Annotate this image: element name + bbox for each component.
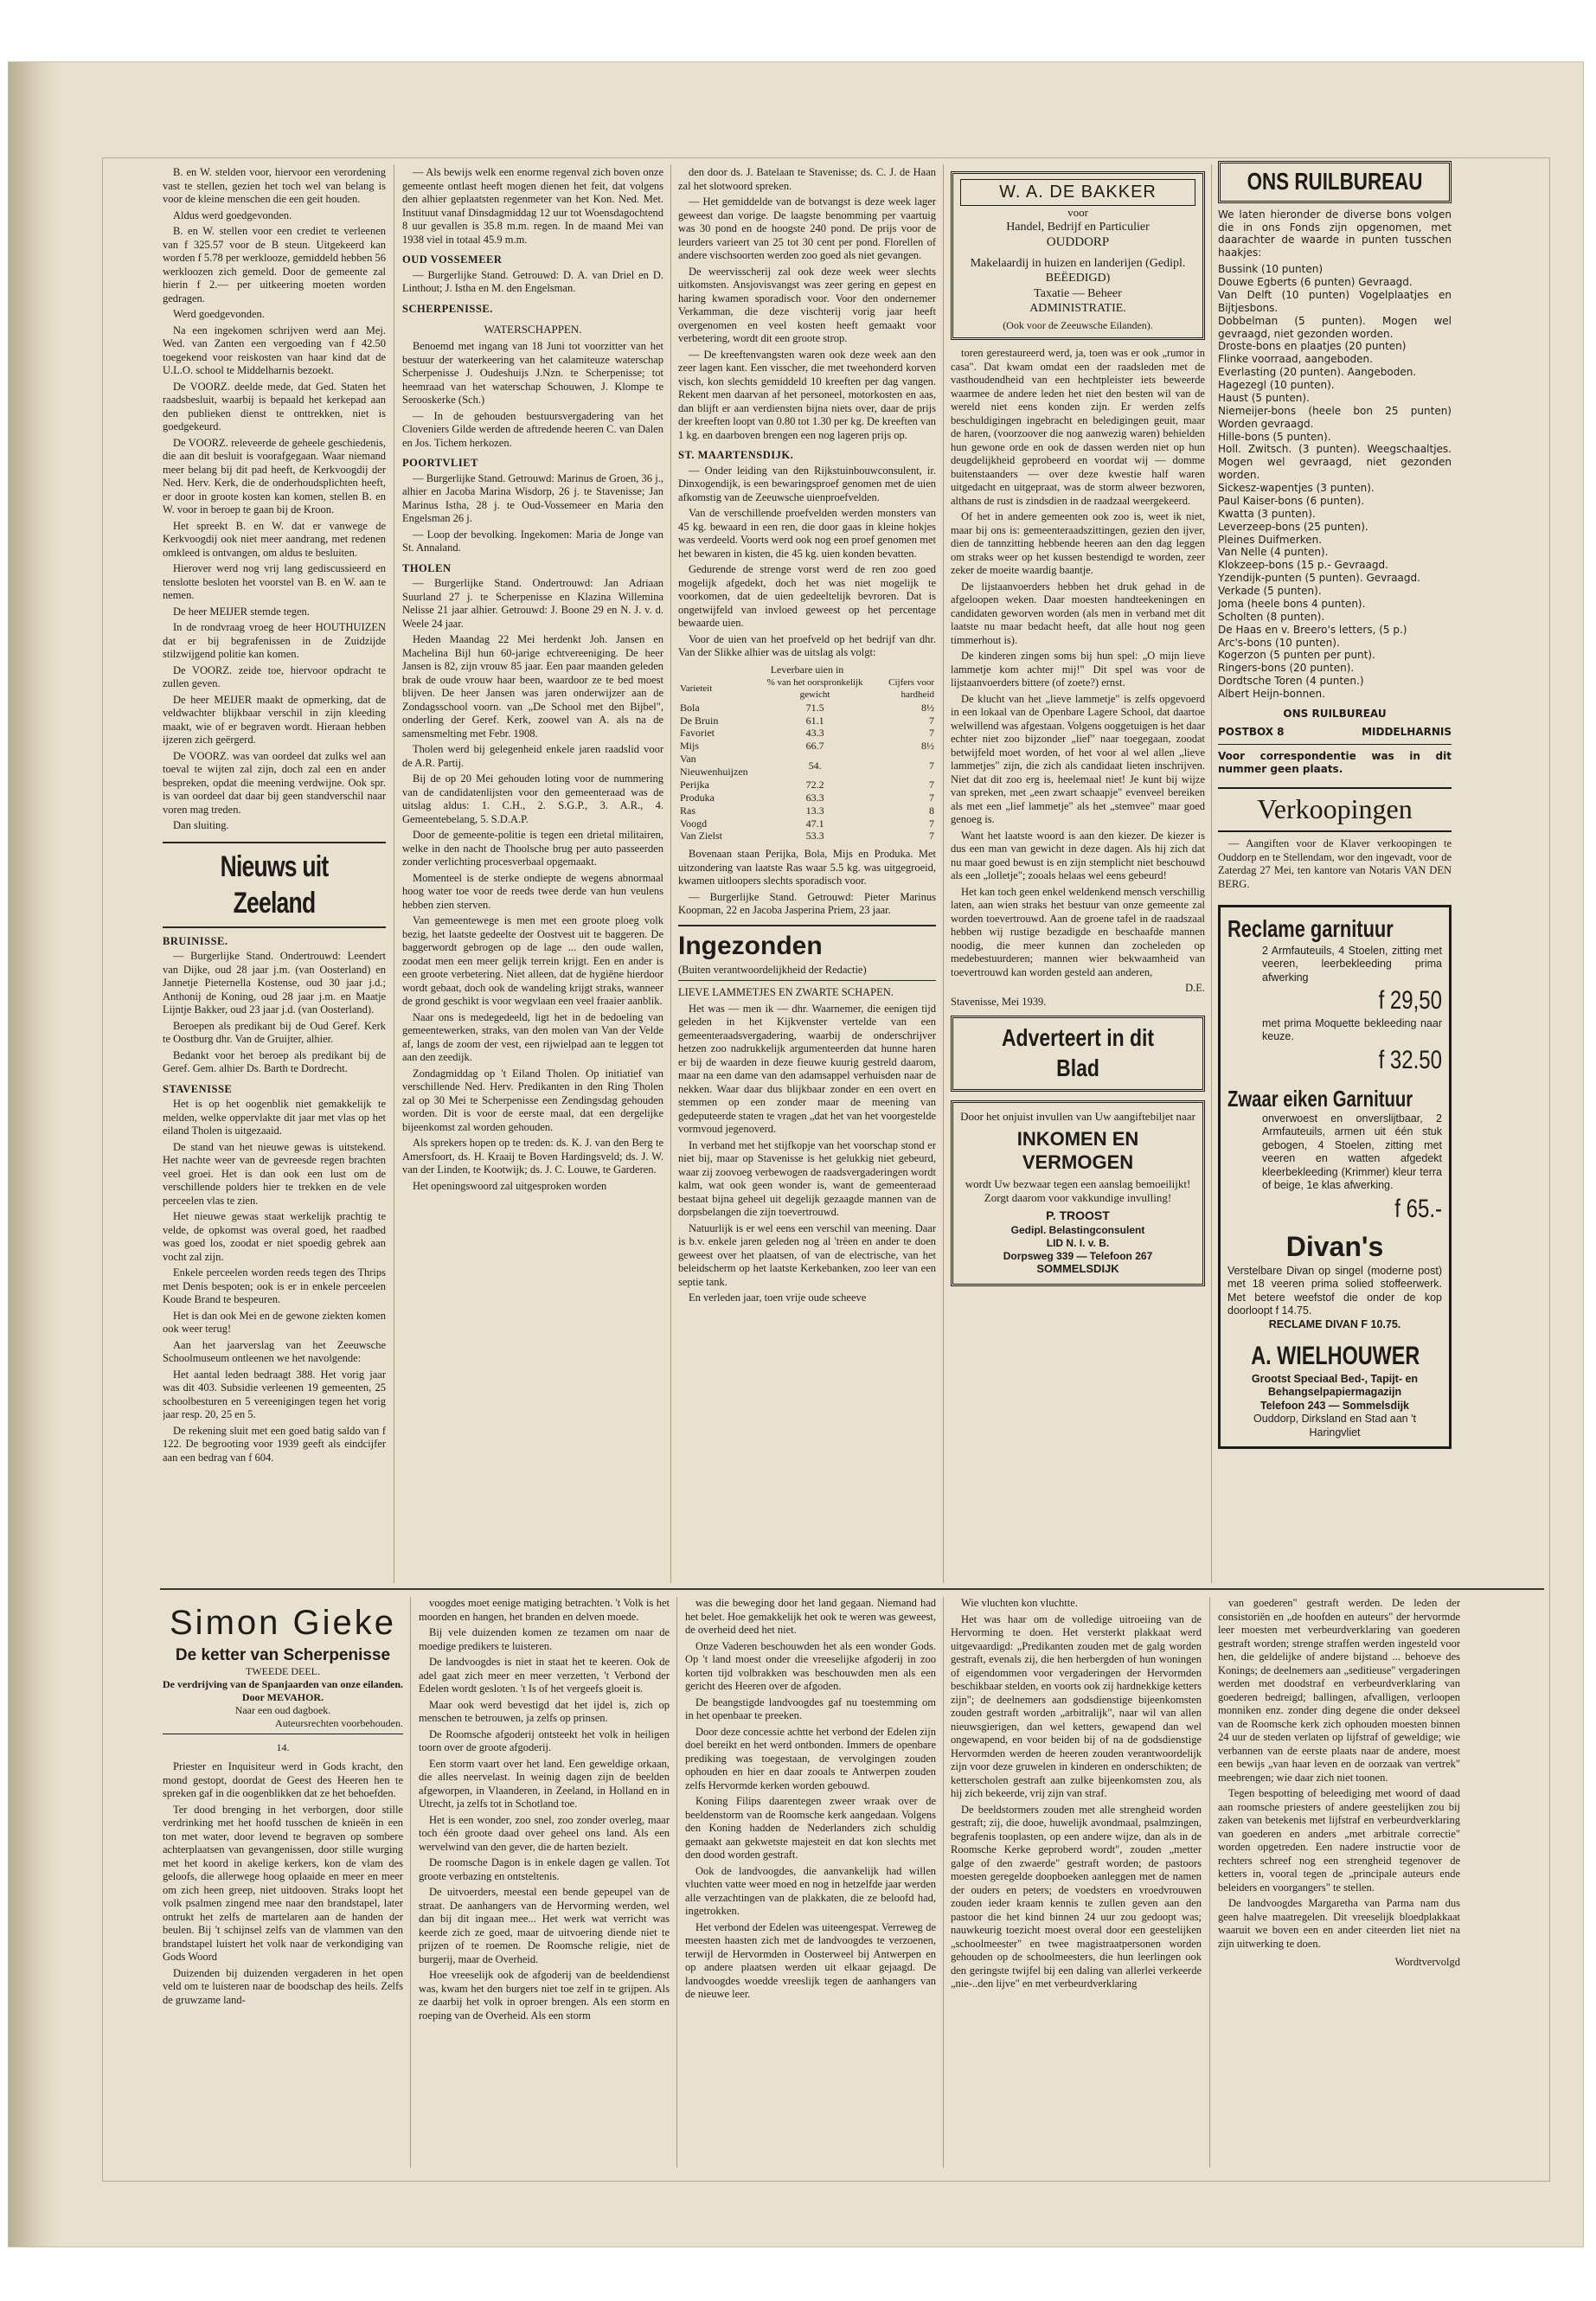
table-cell: 63.3 <box>805 791 824 804</box>
article-paragraph: Het aantal leden bedraagt 388. Het vorig jaar was dit 403. Subsidie verleenen 19 gemeenten, 25 schoolbesturen en 5 vereenigingen tegen het vorig jaar resp. 20, 25 en 5. <box>163 1368 386 1421</box>
ad-price: f 29,50 <box>1378 986 1442 1016</box>
article-paragraph: Zondagmiddag op 't Eiland Tholen. Op initiatief van verschillende Ned. Herv. Predikanten in den Ring Tholen zal op 30 Mei te Scherpenisse een Zendingsdag gehouden worden. Dit is voor de eerste maal, dat een dergelijke bijeenkomst zal worden gehouden. <box>402 1067 663 1133</box>
ad-title: INKOMEN EN VERMOGEN <box>1016 1127 1139 1173</box>
article-paragraph: De kinderen zingen soms bij hun spel: „O mijn lieve lammetje kom achter mij!" Dit spel was voor de lijstaanvoerders bittere (of zoete?) ernst. <box>951 650 1205 689</box>
article-paragraph: Van de verschillende proefvelden werden monsters van 45 kg. bewaard in een ren, die door gaas in kleine hokjes was verdeeld. Voorts werd ook nog een proef genomen met het bewaren in kisten, die 45 kg. uien konden bevatten. <box>678 507 936 560</box>
serial-paragraph: Het was haar om de volledige uitroeiing van de Hervorming te doen. Het versterkt plakkaat werd uitgevaardigd: „Predikanten zouden met de galg worden gestraft, evenals zij, die hen herbergden of hun woningen of eigendommen voor vergaderingen der Hervormden beschikbaar stelden, en voorts ook zij hardnekkige ketters zijn"; de deelnemers aan godsdienstige bijeenkomsten zouden gestraft worden „arbitralijk", naar wil van allen nieuwsgierigen, dan wel ketters, gewapend dan wel ongewapend, en voor beiden bij of na de godsdienstige Hervormden werden de heeren zouden verantwoordelijk zijn voor deze gruwelen in kinderen en onderschikten; de ketterscholen gestraft aan zulke bijeenkomsten zou, als hij zich bekeerde, vrij zijn van straf. <box>951 1612 1202 1799</box>
table-row <box>678 727 936 740</box>
table-cell: 53.3 <box>805 830 824 843</box>
table-cell: Perijka <box>680 778 709 791</box>
article-paragraph: Het kan toch geen enkel weldenkend mensch verschillig laten, aan wien straks het bestuur van onze gemeente zal worden toevertrouwd. Aan de groene tafel in de raadszaal hebben wij rustige bezadigde en beschaafde mannen noodig, die meer kunnen dan zocheleden op medebestuurderen; mannen wier bekwaamheid van toevertrouwd kan worden gesteld aan anderen, <box>951 885 1205 978</box>
article-paragraph: Dan sluiting. <box>173 819 229 831</box>
ruil-item: Van Delft (10 punten) Vogelplaatjes en Bijtjesbons. <box>1218 288 1452 314</box>
column-rule <box>943 164 944 1583</box>
article-paragraph: Hierover werd nog vrij lang gediscussieerd en tenslotte besloten het voorstel van B. en W. aan te nemen. <box>163 562 386 601</box>
article-paragraph: Bovenaan staan Perijka, Bola, Mijs en Produka. Met uitzondering van laatste Ras waar 5.5 kg. was uitgegroeid, kwamen uitloopers slechts sporadisch voor. <box>678 848 936 888</box>
ad-line: Gedipl. Belastingconsulent <box>1010 1223 1145 1236</box>
ad-troost <box>951 1100 1205 1286</box>
article-paragraph: De weervisscherij zal ook deze week weer slechts uitkomsten. Ansjovisvangst was zeer gering en gepest en haring kwamen sporadisch voor. Voor den ondernemer Verkamman, die deze vischterij vorig jaar heeft overgenomen en veel kosten heeft gemaakt voor verbetering, wordt dit een groote strop. <box>678 265 936 344</box>
ad-line: Telefoon 243 — Sommelsdijk <box>1259 1399 1410 1412</box>
ad-company: A. WIELHOUWER <box>1251 1342 1420 1371</box>
table-cell: Ras <box>680 804 695 817</box>
ad-title: Zwaar eiken Garnituur <box>1227 1085 1413 1112</box>
article-paragraph: De VOORZ. was van oordeel dat zulks wel aan toeval te wijten zal zijn, doch zal een en ander bespreken, opdat die meening verdwijne. Ook spr. is van oordeel dat daar bij geen standverschil naar voren mag treden. <box>163 749 386 816</box>
ruil-item: Albert Heijn-bonnen. <box>1218 688 1325 701</box>
ad-line: voor <box>1067 205 1088 219</box>
ad-adverteert <box>951 1016 1205 1091</box>
article-paragraph: — Burgerlijke Stand. Ondertrouwd: Jan Adriaan Suurland 27 j. te Scherpenisse en Klazina Willemina Nelisse 21 jaar alhier. Getrouwd: J. Boone 29 en N. J. v. d. Weele 24 jaar. <box>402 577 663 630</box>
ruil-item: Ringers-bons (20 punten). <box>1218 662 1355 675</box>
ad-line: LID N. I. v. B. <box>1046 1236 1110 1249</box>
serial-note: Naar een oud dagboek. <box>234 1703 331 1716</box>
ruil-item: Niemeijer-bons (heele bon 25 punten) Worden gevraagd. <box>1218 404 1452 430</box>
column-rule <box>1209 1597 1210 2168</box>
serial-paragraph: Een storm vaart over het land. Een geweldige orkaan, die alles neervelast. In weinig dagen zijn de beelden afgeworpen, in Vlaanderen, in Zeeland, in Holland en in Utrecht, ja zelfs tot in Schotland toe. <box>419 1757 670 1810</box>
table-cell: 61.1 <box>805 714 824 727</box>
article-paragraph: Bij de op 20 Mei gehouden loting voor de nummering van de candidatenlijsten voor den gemeenteraad was de uitslag aldus: 1. C.H., 2. S.G.P., 3. A.R., 4. Gemeentebelang, 5. S.D.A.P. <box>402 772 663 825</box>
ad-line: Grootst Speciaal Bed-, Tapijt- en Behangselpapiermagazijn <box>1251 1372 1419 1399</box>
table-row <box>678 715 936 727</box>
article-paragraph: In verband met het stijfkopje van het voorschap stond er niet bij, maar op Stavenisse is het gelukkig niet gebeurd, waar zij zoovoeg verbewogen de raadsvergaderingen wordt kalm, wat ook geen wonder is, want de gemeenteraad bestaat bijna geheel uit degelijk gezaagde mannen van de dorpsbelangen die zijn toevertrouwd. <box>678 1138 936 1219</box>
table-cell: Produka <box>680 791 715 804</box>
article-paragraph: Of het in andere gemeenten ook zoo is, weet ik niet, maar bij ons is: gemeenteraadszittingen, gezien den ijver, dien de tannzitting hebbende heeren aan den dag leggen om straks weer op het kussen bestendigd te worden, zeer zeker de moeite waardig baantje. <box>951 510 1205 577</box>
table-cell: 7 <box>929 727 934 740</box>
serial-title: Simon Gieke <box>170 1604 396 1642</box>
article-paragraph: De heer MEIJER stemde tegen. <box>173 605 310 618</box>
article-paragraph: Voor de uien van het proefveld op het bedrijf van dhr. Van der Slikke alhier was de uitslag als volgt: <box>678 632 936 658</box>
ingezonden-note: (Buiten verantwoordelijkheid der Redactie) <box>678 962 936 982</box>
article-paragraph: — Onder leiding van den Rijkstuinbouwconsulent, ir. Dinxogendijk, is een bewaringsproef genomen met de uien afkomstig van de Zeeuwsche uienproefvelden. <box>678 464 936 503</box>
serial-col-2 <box>419 1597 670 2168</box>
ruil-item: Haust (5 punten). <box>1218 391 1310 404</box>
ruil-item: Hille-bons (5 punten). <box>1218 430 1331 443</box>
serial-col-5 <box>1218 1597 1460 2168</box>
ruilbureau-intro: We laten hieronder de diverse bons volgen die in ons Fonds zijn opgenomen, met daarachter de waarde in punten tusschen haakjes: <box>1218 208 1452 260</box>
ad-line: 2 Armfauteuils, 4 Stoelen, zitting met veeren, leerbekleeding prima afwerking <box>1262 944 1442 984</box>
column-rule <box>410 1597 411 2168</box>
place-heading: SCHERPENISSE. <box>402 302 493 315</box>
article-paragraph: — Loop der bevolking. Ingekomen: Maria de Jonge van St. Annaland. <box>402 528 663 554</box>
serial-paragraph: Koning Filips daarentegen zweer wraak over de beeldenstorm van de Roomsche kerk aangedaan. Volgens den Koning hadden de Nederlanders zich schuldig gemaakt aan gekwetste majesteit en dat kon slechts met den dood worden gestraft. <box>685 1795 936 1861</box>
article-paragraph: Tholen werd bij gelegenheid enkele jaren raadslid voor de A.R. Partij. <box>402 743 663 769</box>
table-cell: Mijs <box>680 740 700 753</box>
serial-paragraph: De uitvoerders, meestal een bende gepeupel van de straat. De aanhangers van de Hervorming werden, wel dan bij dit ingaan mee... Het werk wat verricht was keerde zich ze goed, maar de uitvoering diende niet te prijzen of te roemen. De Roomsche religie, niet de burgerij, maar de Overheid. <box>419 1886 670 1965</box>
article-paragraph: De VOORZ. releveerde de geheele geschiedenis, die aan dit besluit is voorafgegaan. Waar niemand meer belang bij dit pad heeft, de Kerkvoogdij der Ned. Herv. Kerk, die de onderhoudsplichten heeft, er door in groote kosten kan komen, stellen B. en W. voor in beroep te gaan bij de Kroon. <box>163 436 386 516</box>
serial-paragraph: De roomsche Dagon is in enkele dagen ge vallen. Tot groote verbazing en ontsteltenis. <box>419 1856 670 1882</box>
table-row <box>678 779 936 792</box>
onion-table <box>678 677 936 843</box>
ad-line: onverwoest en onverslijtbaar, 2 Armfauteuils, armen uit één stuk gebogen, 4 Stoelen, zitting met veeren en watten afgedekt kleerbekleeding (Krimmer) kleur terra of beige, 1e klas afwerking. <box>1262 1112 1442 1192</box>
article-paragraph: Enkele perceelen worden reeds tegen des Thrips met Denis bespoten; ook is er in enkele perceelen Koude Brand te bespeuren. <box>163 1266 386 1306</box>
ad-line: ADMINISTRATIE. <box>1029 301 1126 315</box>
ruil-item: Arc's-bons (10 punten). <box>1218 636 1340 649</box>
section-divider <box>160 1588 1544 1590</box>
ruil-item: Dordtsche Toren (4 punten.) <box>1218 675 1364 688</box>
table-header: Varieteit <box>680 683 713 695</box>
ruil-item: Dobbelman (5 punten). Mogen wel gevraagd, niet gezonden worden. <box>1218 314 1452 340</box>
table-cell: 72.2 <box>805 778 824 791</box>
column-4 <box>951 166 1205 1580</box>
article-paragraph: Aan het jaarverslag van het Zeeuwsche Schoolmuseum ontleenen we het navolgende: <box>163 1338 386 1365</box>
table-header: Cijfers voor hardheid <box>888 677 934 700</box>
article-paragraph: Natuurlijk is er wel eens een verschil van meening. Daar is b.v. enkele jaren geleden nog al 'trèen en ander te doen geweest over het plaatsen, of van de electrische, van het beleidscherm op het laatste Kerkebanken, zoo leer van een septie tank. <box>678 1221 936 1288</box>
place-heading: ST. MAARTENSDIJK. <box>678 449 794 461</box>
ad-line: Dorpsweg 339 — Telefoon 267 <box>1003 1249 1153 1262</box>
ruil-item: Klokzeep-bons (15 p.- Gevraagd. <box>1218 559 1388 572</box>
article-paragraph: Aldus werd goedgevonden. <box>173 208 292 221</box>
table-cell: Van Zielst <box>680 830 722 843</box>
serial-subtitle: De ketter van Scherpenisse <box>175 1645 391 1664</box>
ruil-item: Scholten (8 punten). <box>1218 610 1325 623</box>
table-row <box>678 817 936 830</box>
article-paragraph: B. en W. stelden voor, hiervoor een verordening vast te stellen, gezien het toch wel van belang is voor de kleine menschen die een geit houden. <box>163 166 386 205</box>
article-paragraph: Heden Maandag 22 Mei herdenkt Joh. Jansen en Machelina Bijl hun 60-jarige echtvereeniging. De heer Jansen is 82, zijn vrouw 85 jaar. Een paar maanden geleden brak de oude vrouw haar been, waardoor ze te bed moest blijven. De heer Jansen was jaren onderwijzer aan de Zondagsschool voorn. van „De School met den Bijbel", onderling der Geref. Kerk, zoowel van A. als na de samensmelting met Febr. 1908. <box>402 633 663 740</box>
table-header: % van het oorspronkelijk gewicht <box>766 677 863 700</box>
serial-paragraph: Priester en Inquisiteur werd in Gods kracht, den mond gestopt, doordat de Geest des Heeren hen te spreken gaf in die oogenblikken dat ze het behoefden. <box>163 1760 403 1800</box>
table-cell: 8 <box>929 804 934 817</box>
article-paragraph: Door de gemeente-politie is tegen een drietal militairen, welke in den nacht de Thoolsche brug per auto passeerden zonder verlichting procesverbaal opgemaakt. <box>402 829 663 868</box>
article-paragraph: De VOORZ. zeide toe, hiervoor opdracht te zullen geven. <box>163 663 386 689</box>
table-cell: 7 <box>929 817 934 830</box>
postbox-label: POSTBOX 8 <box>1218 725 1285 738</box>
ruil-item: Hagezegl (10 punten). <box>1218 379 1335 392</box>
ruil-item: Bussink (10 punten) <box>1218 263 1324 276</box>
article-paragraph: B. en W. stellen voor een crediet te verleenen van f 325.57 voor de B steun. Uitgekeerd kan worden f 5.78 per werklooze, gemiddeld hebben 56 werkloozen zich gemeld. Door de gemeente zal hierin f 2.— per uitkeering moeten worden gedragen. <box>163 225 386 304</box>
serial-paragraph: De beeldstormers zouden met alle strengheid worden gestraft; zij, die dooe, huwelijk avondmaal, psalmzingen, begrafenis tooplasten, op een andere wijze, dan als in de Roomsche Kerke geproberd wordt", zouden „metter galge of den zwaerde" gestraft worden; de pastoors moesten geregelde doopboeken aanleggen met de namen der ouders en peters; de voedsters en vroedvrouwen zouden ieder kraam kennis te zullen geven aan den pastoor die het kind binnen 24 uur zou gedoopt was; nauwkeurig toezicht moest overal door een geestelijken „schoolmeester" en twee magistraatpersonen worden gehouden op de schoolmeesters, die hun leerlingen ook den geringste twijfel bij een daling van allerlei verkeerde „nie-..den lijve" en met verbeurdverklaring <box>951 1803 1202 1990</box>
ad-line: Ouddorp, Dirksland en Stad aan 't Haringvliet <box>1253 1413 1416 1439</box>
postbox-town: MIDDELHARNIS <box>1362 725 1452 738</box>
table-row <box>678 753 936 779</box>
ruil-item: Flinke voorraad, aangeboden. <box>1218 353 1373 366</box>
article-paragraph: Na een ingekomen schrijven werd aan Mej. Wed. van Zanten een vergoeding van f 42.50 toegekend voor reiskosten van haar kind dat de U.L.O. school te Middelharnis bezoekt. <box>163 324 386 376</box>
table-row <box>678 792 936 804</box>
article-paragraph: — In de gehouden bestuursvergadering van het Cloveniers Gilde werden de aftredende heeren C. van Dalen en Jos. Tichem herkozen. <box>402 409 663 449</box>
serial-paragraph: was die beweging door het land gegaan. Niemand had het belet. Hoe gemakkelijk het ook te weren was geweest, de overheid deed het niet. <box>685 1597 936 1636</box>
section-heading: Ingezonden <box>678 931 823 960</box>
ruil-item: Sickesz-wapentjes (3 punten). <box>1218 482 1375 495</box>
article-paragraph: Van gemeentewege is men met een groote ploeg volk bezig, het laatste gedeelte der Oostvest uit te baggeren. De baggerwordt gebrogen op de lage ... den oude wallen, zoodat men een meer gelijk terrein krijgt. Een en ander is een groote verbetering. Niet alleen, dat de hygiëne hierdoor wordt gebaat, doch ook de wandeling krijgt straks, wanneer de grond geschikt is voor wegvlaan een veel fraaier aanblik. <box>402 914 663 1008</box>
article-paragraph: De rekening sluit met een goed batig saldo van f 122. De begrooting voor 1939 geeft als eindcijfer aan een bedrag van f 604. <box>163 1424 386 1464</box>
article-paragraph: — Burgerlijke Stand. Getrouwd: Pieter Marinus Koopman, 22 en Jacoba Jasperina Priem, 23 jaar. <box>678 890 936 917</box>
column-rule <box>943 1597 944 2168</box>
serial-paragraph: Bij vele duizenden komen ze tezamen om naar de moedige predikers te luisteren. <box>419 1626 670 1652</box>
ad-line: Verstelbare Divan op singel (moderne post) met 18 veeren prima solied stoffeerwerk. Met betere weefstof die onder de kop doorloopt f 14.75. <box>1227 1264 1442 1317</box>
place-heading: OUD VOSSEMEER <box>402 253 503 266</box>
correspondence-note: Voor correspondentie was in dit nummer geen plaats. <box>1218 749 1452 775</box>
table-cell: Voogd <box>680 817 708 830</box>
ad-line: RECLAME DIVAN F 10.75. <box>1268 1317 1401 1330</box>
table-caption: Leverbare uien in <box>770 663 844 676</box>
article-paragraph: Naar ons is medegedeeld, ligt het in de bedoeling van gemeentewerken, straks, van den molen van Van der Velde af, langs de zoom der vest, een rijwielpad aan te leggen tot aan den zeedijk. <box>402 1010 663 1064</box>
serial-paragraph: Ook de landvoogdes, die aanvankelijk had willen vluchten vatte weer moed en nog in hetzelfde jaar werden alle verzachtingen van de plakkaten, die ze beloofd had, ingetrokken. <box>685 1864 936 1917</box>
ad-place: OUDDORP <box>1046 235 1110 250</box>
article-paragraph: — Burgerlijke Stand. Ondertrouwd: Leendert van Dijke, oud 28 jaar j.m. (van Oosterland) en Jannetje Pieternella Kostense, oud 30 jaar j.d.; Anthonij de Koning, oud 28 jaar j.m. en Maatje Lijntje Bakker, oud 23 jaar j.d. (van Oosterland). <box>163 950 386 1016</box>
column-1 <box>163 166 386 1580</box>
section-heading: Verkoopingen <box>1257 793 1413 825</box>
ruil-item: Everlasting (20 punten). Aangeboden. <box>1218 366 1417 379</box>
article-paragraph: Want het laatste woord is aan den kiezer. De kiezer is dus een man van gewicht in deze dagen. Als hij zich dat nu maar goed bewust is en zijn stemplicht niet beschouwd als een „lolletje"; zooals helaas wel eens gebeurd! <box>951 829 1205 882</box>
serial-paragraph: voogdes moet eenige matiging betrachten. 't Volk is het moorden en hangen, het branden en delven moede. <box>419 1597 670 1623</box>
serial-paragraph: Het verbond der Edelen was uiteengespat. Verreweg de meesten haasten zich met de landvoogdes te verzoenen, terwijl de Hervormden in Oosterweel bij Antwerpen en op andere plaatsen werden uit elkaar gejaagd. De landvoogdes woedde vreeslijk tegen de aanhangers van de nieuwe leer. <box>685 1920 936 2000</box>
ad-line: SOMMELSDIJK <box>1036 1262 1119 1276</box>
ad-line: Taxatie — Beheer <box>1034 286 1122 300</box>
sub-heading: WATERSCHAPPEN. <box>484 323 582 336</box>
ad-line: (Ook voor de Zeeuwsche Eilanden). <box>1003 319 1153 332</box>
article-paragraph: In de rondvraag vroeg de heer HOUTHUIZEN dat er bij begrafenissen in de Zuidzijde stilzwijgend politie kan komen. <box>163 621 386 660</box>
article-paragraph: Het is op het oogenblik niet gemakkelijk te melden, welke oppervlakte dit jaar met vlas op het eiland Tholen is uitgezaaid. <box>163 1098 386 1138</box>
serial-desc: De verdrijving van de Spanjaarden van onze eilanden. <box>163 1678 403 1691</box>
place-heading: THOLEN <box>402 561 452 574</box>
binding-edge <box>9 62 61 2247</box>
dateline: Stavenisse, Mei 1939. <box>951 995 1047 1008</box>
article-paragraph: — Aangiften voor de Klaver verkoopingen te Ouddorp en te Stellendam, wor den ingevadt, voor de Zaterdag 27 Mei, ten kantore van Notaris VAN DEN BERG. <box>1218 837 1452 890</box>
section-heading: Nieuws uit Zeeland <box>220 849 329 920</box>
column-rule <box>670 164 671 1583</box>
column-2 <box>402 166 663 1580</box>
serial-paragraph: Tegen bespotting of beleediging met woord of daad aan roomsche priesters of andere geestelijken zou bij zaken van betekenis met lijfstraf en verbeurdverklaring van goederen en anders „met arbitrale correctie" worden opgetreden. Een nadere instructie voor de rechters schreef nog een strengheid tegenover de ketters in, vooral tegen de „principale auteurs ende beleiders en voorgangers" te stellen. <box>1218 1787 1460 1894</box>
serial-paragraph: Door deze concessie achtte het verbond der Edelen zijn doel bereikt en het werd ontbonden. Immers de openbare prediking was toegestaan, de vervolgingen zouden ophouden en hier en daar zooals te Antwerpen zouden zelfs Hervormde kerken worden gebouwd. <box>685 1725 936 1791</box>
ruil-item: Kogerzon (5 punten per punt). <box>1218 649 1375 662</box>
table-cell: 7 <box>929 714 934 727</box>
ruil-item: Joma (heele bons 4 punten). <box>1218 597 1366 610</box>
serial-paragraph: De landvoogdes is niet in staat het te keeren. Ook de adel gaat zich meer en meer verzetten, 't Verbond der Edelen wordt gesloten. 't Is of het vergeefs gloeit is. <box>419 1656 670 1695</box>
ruilbureau-signature: ONS RUILBUREAU <box>1283 707 1387 720</box>
serial-paragraph: Ter dood brenging in het verborgen, door stille verdrinking met het hoofd tusschen de knieën in een ton met water, door levend te begraven op sombere achterplaatsen van gevangenissen, door stille wurging met het koord in akelige kerkers, kon de vlam des geloofs, die allerwege hoog oplaaide en meer en meer om zich heen greep, niet uitdooven. Straks loopt het volk psalmen zingend mee naar den brandstapel, later ontrukt het zelfs de martelaren aan de handen der beulen. Bij 't schijnsel zelfs van de vlammen van den brandstapel luistert het volk naar de verkondiging van Gods Woord <box>163 1803 403 1964</box>
article-paragraph: Het is dan ook Mei en de gewone ziekten komen ook weer terug! <box>163 1309 386 1336</box>
serial-part: TWEEDE DEEL. <box>246 1665 320 1678</box>
article-paragraph: Benoemd met ingang van 18 Juni tot voorzitter van het bestuur der waterkeering van het calamiteuze waterschap Scherpenisse J. Oudeshuijs J.Nzn. te Scherpenisse; tot heemraad van het waterschap Schouwen, J. Klompe te Serooskerke (Sch.) <box>402 340 663 407</box>
ruil-item: Van Nelle (4 punten). <box>1218 546 1329 559</box>
article-paragraph: Als sprekers hopen op te treden: ds. K. J. van den Berg te Amersfoort, ds. H. Kraaij te Boven Hardingsveld; ds. J. W. van der Linden, te Kootwijk; ds. J. C. Louwe, te Garderen. <box>402 1137 663 1176</box>
article-paragraph: Bedankt voor het beroep als predikant bij de Geref. Gem. alhier Ds. Barth te Dordrecht. <box>163 1048 386 1075</box>
ad-price: f 32.50 <box>1378 1045 1442 1074</box>
table-cell: 8½ <box>921 701 934 714</box>
article-paragraph: De stand van het nieuwe gewas is uitstekend. Het nachte weer van de gevreesde regen brachten veel groei. Het is dan ook een lust om de verschillende polders hier te trekken en de vele perceelen vlas te zien. <box>163 1140 386 1207</box>
serial-rights: Auteursrechten voorbehouden. <box>163 1717 403 1734</box>
ad-title: Divan's <box>1285 1231 1384 1263</box>
serial-author: Door MEVAHOR. <box>241 1690 324 1703</box>
article-paragraph: den door ds. J. Batelaan te Stavenisse; ds. C. J. de Haan zal het slotwoord spreken. <box>678 166 936 192</box>
ad-title: W. A. DE BAKKER <box>960 179 1195 206</box>
ad-title: Adverteert in dit Blad <box>1001 1024 1155 1081</box>
table-cell: 8½ <box>921 740 934 753</box>
article-paragraph: Beroepen als predikant bij de Oud Geref. Kerk te Oostburg dhr. Van de Gruijter, alhier. <box>163 1019 386 1046</box>
ad-line: Makelaardij in huizen en landerijen (Gedipl. BEËEDIGD) <box>970 256 1186 285</box>
table-row <box>678 740 936 753</box>
article-paragraph: De lijstaanvoerders hebben het druk gehad in de afgeloopen weken. Daar moesten handteekeningen en candidaten geworven worden (als men in verband met dit laatste nu maar bedacht heeft, dat alle hout nog geen timmerhout is). <box>951 580 1205 646</box>
ruil-item: De Haas en v. Breero's letters, (5 p.) <box>1218 623 1407 636</box>
column-3 <box>678 166 936 1580</box>
letter-heading: LIEVE LAMMETJES EN ZWARTE SCHAPEN. <box>678 986 894 999</box>
article-paragraph: Het openingswoord zal uitgesproken worden <box>413 1179 607 1192</box>
table-cell: Bola <box>680 701 700 714</box>
serial-paragraph: Maar ook werd bevestigd dat het ijdel is, zich op menschen te betrouwen, ja zelfs op prinsen. <box>419 1698 670 1724</box>
table-cell: 66.7 <box>805 740 824 753</box>
column-rule <box>1211 164 1212 1583</box>
ruil-item: Paul Kaiser-bons (6 punten). <box>1218 494 1365 507</box>
article-paragraph: Momenteel is de sterke ondiepte de wegens abnormaal hoog water toe voor de reeds twee derde van hun veulens hebben zien sterven. <box>402 871 663 911</box>
ad-line: Handel, Bedrijf en Particulier <box>1006 220 1150 234</box>
table-cell: 54. <box>808 759 822 772</box>
article-paragraph: Het nieuwe gewas staat werkelijk prachtig te velde, de opkomst was overal goed, het raadbed was goed los, zoodat er niet spoedig gebrek aan vocht zal zijn. <box>163 1210 386 1263</box>
ad-title: Reclame garnituur <box>1227 915 1394 943</box>
serial-paragraph: Hoe vreeselijk ook de afgoderij van de beeldendienst was, kwam het den burgers niet toe zelf in te grijpen. Als ze daarbij het volk in oproer brengen. Als een storm en roeping van de Overheid. Als een storm <box>419 1969 670 2022</box>
ruil-item: Pleines Duifmerken. <box>1218 533 1323 546</box>
table-cell: 7 <box>929 759 934 772</box>
ad-furniture <box>1218 905 1452 1449</box>
ruil-item: Yzendijk-punten (5 punten). Gevraagd. <box>1218 572 1420 585</box>
table-cell: 7 <box>929 830 934 843</box>
serial-col-4 <box>951 1597 1202 2168</box>
article-paragraph: toren gerestaureerd werd, ja, toen was er ook „rumor in casa". Dat kwam omdat een der raadsleden met de vasthoudendheid van een hechtpleister iets beweerde waarmee de andere leden het niet den besten wil van de wereld niet eens konden zijn. Er werden zelfs beschuldigingen ingebracht en beledigingen geuit, maar de haren, (voorzoover die nog aanwezig waren) behielden hun gewone orde en ook de dassen werden niet op hun deugdelijkheid geprobeerd en voordat wij — domme buitenstaanders — over deze kwestie half waren uitgedacht en uitgepraat, was de storm alweer bezworen, althans de rust is zindsdien in de raadzaal weergekeerd. <box>951 347 1205 507</box>
serial-paragraph: Het is een wonder, zoo snel, zoo zonder overleg, maar toch één groote daad over geheel ons land. Als een wervelwind van den gever, die de harten bezielt. <box>419 1813 670 1853</box>
serial-col-3 <box>685 1597 936 2168</box>
place-heading: POORTVLIET <box>402 457 478 470</box>
ruil-item: Verkade (5 punten). <box>1218 585 1322 598</box>
ad-bakker <box>951 171 1205 340</box>
ruilbureau-title: ONS RUILBUREAU <box>1247 168 1423 195</box>
article-paragraph: De klucht van het „lieve lammetje" is zelfs opgevoerd in een lokaal van de Openbare Lagere School, dat daartoe welwillend was afgestaan. Volgens ooggetuigen is het daar echter niet zoo bijzonder „lief" naar toegegaan, zoodat betwijfeld moet worden, of het voor al wel allen „lieve lammetjes" zijn, die zich als candidaat lieten inschrijven. Niet dat dit zoo erg is, heelemaal niet! Je kunt bij wijze van spreken, met „een zwart schaapje" evenveel bereiken als met een „lief lammetje" als het „stemvee" maar goed genoeg is. <box>951 692 1205 826</box>
article-paragraph: De VOORZ. deelde mede, dat Ged. Staten het raadsbesluit, waarbij is bepaald het kerkepad aan den publieken dienst te onttrekken, niet is goedgekeurd. <box>163 380 386 433</box>
column-rule <box>676 1597 677 2168</box>
article-paragraph: Gedurende de strenge vorst werd de ren zoo goed mogelijk afgedekt, doch het was niet mogelijk te voorkomen, dat de uien gedeeltelijk bevroren. Dat is ongetwijfeld van invloed geweest op het percentage bewaarde uien. <box>678 563 936 629</box>
article-paragraph: Werd goedgevonden. <box>173 308 265 320</box>
table-cell: 7 <box>929 778 934 791</box>
table-cell: 13.3 <box>805 804 824 817</box>
table-row <box>678 830 936 843</box>
place-heading: STAVENISSE <box>163 1082 233 1095</box>
serial-col-1 <box>163 1597 403 2168</box>
article-paragraph: — Het gemiddelde van de botvangst is deze week lager geweest dan vorige. De laagste benomming per vaartuig was 30 pond en de hoogste 240 pond. De prijs voor de leurders varieert van 25 tot 30 cent per pond. Florellen of andere vischsoorten werden zoo goed als niet gevangen. <box>678 195 936 261</box>
article-paragraph: En verleden jaar, toen vrije oude scheeve <box>689 1292 867 1304</box>
serial-paragraph: Duizenden bij duizenden vergaderen in het open veld om te luisteren naar de boodschap des heils. Zelfs de gruwzame land- <box>163 1966 403 2006</box>
table-row <box>678 702 936 715</box>
article-paragraph: Het spreekt B. en W. dat er vanwege de Kerkvoogdij ook niet meer aandrang, met redenen omkleed is ontvangen, om aldus te besluiten. <box>163 519 386 559</box>
article-paragraph: De heer MEIJER maakt de opmerking, dat de veldwachter blijkbaar verschil in zijn kleeding maakt, wie of er begraven wordt. Hieraan hebben ijzeren zich geërgerd. <box>163 693 386 746</box>
ruil-item: Droste-bons en plaatjes (20 punten) <box>1218 340 1407 353</box>
column-5 <box>1218 161 1452 1580</box>
chapter-number: 14. <box>276 1740 290 1753</box>
ad-name: P. TROOST <box>1046 1208 1110 1223</box>
table-cell: 71.5 <box>805 701 824 714</box>
table-cell: Van Nieuwenhuijzen <box>680 753 748 778</box>
serial-paragraph: Wie vluchten kon vluchtte. <box>961 1597 1078 1609</box>
article-paragraph: — Burgerlijke Stand. Getrouwd: Marinus de Groen, 36 j., alhier en Jacoba Marina Wisdorp, 26 j. te Stavenisse; Jan Marinus Istha, 28 j. te Oud-Vossemeer en Maria den Engelsman 26 j. <box>402 471 663 525</box>
ruil-item: Kwatta (3 punten). <box>1218 507 1316 520</box>
article-paragraph: — De kreeftenvangsten waren ook deze week aan den zeer lagen kant. Een visscher, die met tweehonderd korven visch, kon slechts gemiddeld 10 kreeften per dag vangen. Rekent men daarvan af het personeel, motorkosten en aas, dan blijft er aan verdiensten bijna niets over, daar de prijs der kreeften loopt van 0.80 tot 1.30 per kg. De kreeften van 1 kg. en daarboven brengen een nog lageren prijs op. <box>678 348 936 441</box>
serial-paragraph: De landvoogdes Margaretha van Parma nam dus geen halve maatregelen. Dit vreeselijk bloedplakkaat waaruit we boven een en ander citeerden liet niet na zijn uitwerking te doen. <box>1218 1897 1460 1950</box>
serial-paragraph: De Roomsche afgoderij ontsteekt het volk in heiligen toorn over de groote afgoderij. <box>419 1727 670 1753</box>
table-cell: 7 <box>929 791 934 804</box>
serial-paragraph: van goederen" gestraft werden. De leden der consistoriën en „de hoofden en auteurs" der hervormde leer moesten met verbeurdverklaring van goederen gestraft worden; strenge straffen werden ingesteld voor hen, die geldelijke of andere bijstand ... behoeve des Konings; de deelnemers aan „seditieuse" vergaderingen werden met doodstraf en verbeurdverklaring van goederen bedreigd; ballingen, afvalligen, verloopen monniken enz. zonder ding degene die onder dekseel van de Roomsche kerk zich ophouden moesten binnen 24 uur de steden verlaten op lijfstraf of geweldige; wie verbannen van de eerste plaats naar de andere, moest een bewijs „van haar leven en de oorzaak van vertrek" meebrengen; wie daar zich niet toonen. <box>1218 1597 1460 1784</box>
table-cell: 43.3 <box>805 727 824 740</box>
ruil-item: Holl. Zwitsch. (3 punten). Weegschaaltjes. Mogen wel gevraagd, niet gezonden worden. <box>1218 443 1452 482</box>
continued-note: Wordtvervolgd <box>1394 1956 1460 1968</box>
table-row <box>678 804 936 817</box>
article-paragraph: — Als bewijs welk een enorme regenval zich boven onze gemeente ontlast heeft mogen dienen het feit, dat volgens den alhier geplaatsten regenmeter van het Kon. Ned. Met. Instituut vanaf Dinsdagmiddag 12 uur tot Woensdagochtend 8 uur gevallen is 35.8 m.m. regen. In de maand Mei van 1938 viel in totaal 45.9 m.m. <box>402 166 663 246</box>
place-heading: BRUINISSE. <box>163 934 228 947</box>
ad-price: f 65.- <box>1394 1194 1442 1223</box>
table-cell: 47.1 <box>805 817 824 830</box>
ruil-item: Leverzeep-bons (25 punten). <box>1218 520 1368 533</box>
table-cell: De Bruin <box>680 714 719 727</box>
signature: D.E. <box>1185 982 1205 995</box>
ruil-item: Douwe Egberts (6 punten) Gevraagd. <box>1218 276 1413 289</box>
ad-line: wordt Uw bezwaar tegen een aanslag bemoeilijkt! Zorgt daarom voor vakkundige invulling! <box>965 1177 1191 1205</box>
ad-line: Door het onjuist invullen van Uw aangiftebiljet naar <box>960 1109 1195 1123</box>
ad-line: met prima Moquette bekleeding naar keuze. <box>1262 1016 1442 1043</box>
table-cell: Favoriet <box>680 727 715 740</box>
serial-paragraph: De beangstigde landvoogdes gaf nu toestemming om in het openbaar te preeken. <box>685 1695 936 1721</box>
article-paragraph: — Burgerlijke Stand. Getrouwd: D. A. van Driel en D. Linthout; J. Istha en M. den Engelsman. <box>402 268 663 294</box>
article-paragraph: Het was — men ik — dhr. Waarnemer, die eenigen tijd geleden in het Kijkvenster vertelde van een gemeenteraadsvergadering, waarbij de onderschrijver hetzen zoo nadrukkelijk argumenteerden dat hunne haren er bij de waarden in deze fieuwe kuurig gestreld daarom, maar na een dame van den adamsappel verhuisden naar de nekken. Waar daar dus blijkbaar zonder en een overt en stemmen op een zonder maar de meening van gedeputeerde staten te vragen „dat het van het voorgestelde vormvoud jegenoverd. <box>678 1002 936 1136</box>
serial-paragraph: Onze Vaderen beschouwden het als een wonder Gods. Op 't land moest onder die vreeselijke afgoderij in zoo korten tijd volbrakken was beschouwden men als een gericht des Heeren over de afgoden. <box>685 1639 936 1692</box>
